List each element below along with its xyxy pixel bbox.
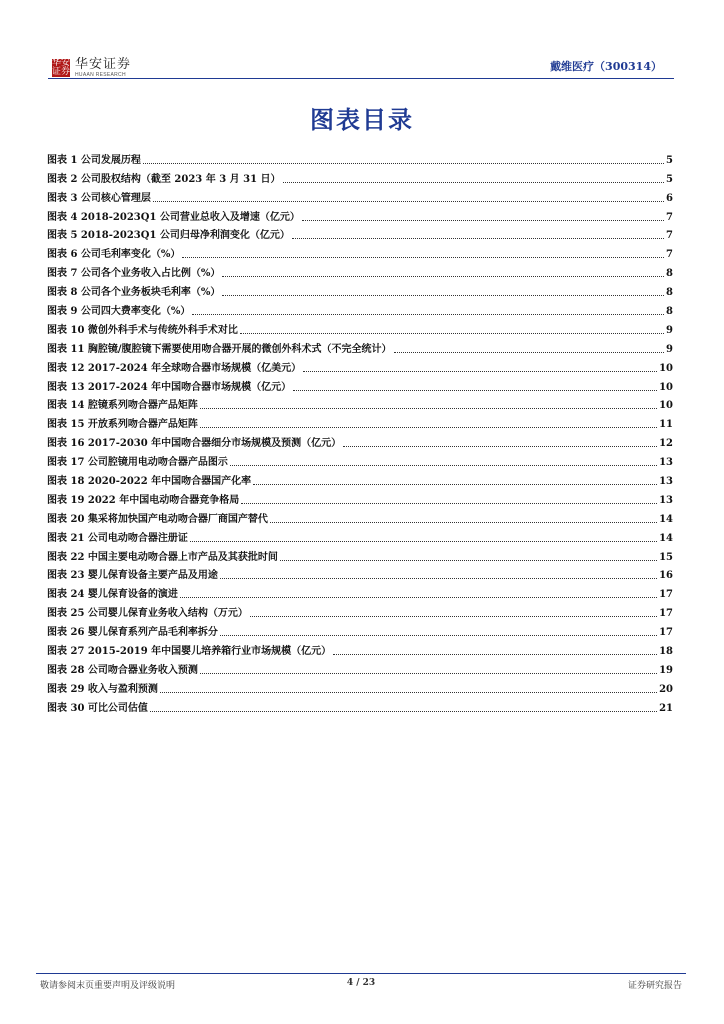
toc-entry-label: 图表 30 可比公司估值 xyxy=(47,702,148,714)
toc-leader-dots xyxy=(343,445,657,447)
logo-english-name: HUAAN RESEARCH xyxy=(75,72,126,78)
toc-entry-page: 8 xyxy=(666,287,673,299)
toc-entry-page: 13 xyxy=(659,494,673,506)
toc-entry[interactable] xyxy=(47,412,673,431)
toc-leader-dots xyxy=(292,237,664,239)
toc-entry-label: 图表 22 中国主要电动吻合器上市产品及其获批时间 xyxy=(47,551,278,563)
toc-entry-label: 图表 26 婴儿保育系列产品毛利率拆分 xyxy=(47,627,218,639)
toc-entry-label: 图表 8 公司各个业务板块毛利率（%） xyxy=(47,287,221,299)
toc-leader-dots xyxy=(230,464,657,466)
toc-entry-label: 图表 25 公司婴儿保育业务收入结构（万元） xyxy=(47,608,248,620)
toc-entry[interactable] xyxy=(47,564,673,583)
toc-leader-dots xyxy=(182,256,664,258)
toc-leader-dots xyxy=(143,162,664,164)
toc-entry-page: 14 xyxy=(659,532,673,544)
toc-entry[interactable] xyxy=(47,167,673,186)
toc-leader-dots xyxy=(200,426,657,428)
toc-entry-label: 图表 13 2017-2024 年中国吻合器市场规模（亿元） xyxy=(47,381,292,393)
toc-leader-dots xyxy=(253,483,657,485)
footer-disclaimer: 敬请参阅末页重要声明及评级说明 xyxy=(40,981,176,991)
toc-entry-label: 图表 5 2018-2023Q1 公司归母净利润变化（亿元） xyxy=(47,230,290,242)
toc-entry[interactable] xyxy=(47,318,673,337)
toc-leader-dots xyxy=(200,407,657,409)
toc-entry[interactable] xyxy=(47,148,673,167)
toc-entry[interactable] xyxy=(47,677,673,696)
toc-leader-dots xyxy=(303,370,657,372)
toc-entry-label: 图表 27 2015-2019 年中国婴儿培养箱行业市场规模（亿元） xyxy=(47,646,332,658)
logo-chinese-name: 华安证券 xyxy=(75,57,132,72)
toc-entry-label: 图表 11 胸腔镜/腹腔镜下需要使用吻合器开展的微创外科术式（不完全统计） xyxy=(47,343,392,355)
toc-entry-label: 图表 4 2018-2023Q1 公司营业总收入及增速（亿元） xyxy=(47,211,300,223)
toc-entry-label: 图表 10 微创外科手术与传统外科手术对比 xyxy=(47,324,238,336)
toc-entry-page: 18 xyxy=(659,646,673,658)
toc-entry[interactable] xyxy=(47,696,673,715)
toc-leader-dots xyxy=(280,559,657,561)
toc-leader-dots xyxy=(160,691,657,693)
toc-leader-dots xyxy=(270,521,657,523)
toc-entry[interactable] xyxy=(47,205,673,224)
toc-entry[interactable] xyxy=(47,450,673,469)
logo-seal-icon: 华 安 证 券 xyxy=(52,58,71,77)
toc-entry-page: 5 xyxy=(666,154,673,166)
toc-entry-label: 图表 14 腔镜系列吻合器产品矩阵 xyxy=(47,400,198,412)
table-of-figures xyxy=(47,148,673,715)
toc-entry-page: 6 xyxy=(666,192,673,204)
page-number: 4 / 23 xyxy=(346,978,376,988)
footer-report-type: 证券研究报告 xyxy=(627,981,682,991)
toc-entry-label: 图表 19 2022 年中国电动吻合器竞争格局 xyxy=(47,494,240,506)
toc-entry[interactable] xyxy=(47,224,673,243)
toc-entry-page: 16 xyxy=(659,570,673,582)
brand-logo xyxy=(52,58,131,78)
toc-entry-page: 15 xyxy=(659,551,673,563)
toc-leader-dots xyxy=(180,596,657,598)
toc-entry-label: 图表 1 公司发展历程 xyxy=(47,154,141,166)
toc-entry-label: 图表 12 2017-2024 年全球吻合器市场规模（亿美元） xyxy=(47,362,302,374)
toc-entry-page: 8 xyxy=(666,306,673,318)
toc-entry-page: 10 xyxy=(659,400,673,412)
toc-entry-label: 图表 6 公司毛利率变化（%） xyxy=(47,249,181,261)
toc-entry-page: 17 xyxy=(659,608,673,620)
toc-entry-label: 图表 16 2017-2030 年中国吻合器细分市场规模及预测（亿元） xyxy=(47,438,342,450)
toc-entry-label: 图表 29 收入与盈利预测 xyxy=(47,683,158,695)
toc-entry-label: 图表 9 公司四大费率变化（%） xyxy=(47,306,191,318)
toc-entry-page: 20 xyxy=(659,683,673,695)
toc-entry-page: 21 xyxy=(659,702,673,714)
toc-entry-label: 图表 20 集采将加快国产电动吻合器厂商国产替代 xyxy=(47,513,268,525)
toc-leader-dots xyxy=(333,653,657,655)
toc-entry[interactable] xyxy=(47,280,673,299)
header-divider xyxy=(48,78,674,79)
toc-entry-label: 图表 15 开放系列吻合器产品矩阵 xyxy=(47,419,198,431)
toc-entry[interactable] xyxy=(47,639,673,658)
toc-entry[interactable] xyxy=(47,488,673,507)
toc-leader-dots xyxy=(192,313,664,315)
page-title: 图表目录 xyxy=(310,105,414,134)
toc-entry[interactable] xyxy=(47,507,673,526)
toc-entry-page: 14 xyxy=(659,513,673,525)
toc-leader-dots xyxy=(200,672,657,674)
toc-leader-dots xyxy=(150,710,657,712)
toc-leader-dots xyxy=(283,181,665,183)
toc-entry[interactable] xyxy=(47,601,673,620)
toc-entry-label: 图表 7 公司各个业务收入占比例（%） xyxy=(47,268,221,280)
toc-entry-page: 19 xyxy=(659,664,673,676)
toc-entry-page: 17 xyxy=(659,589,673,601)
toc-entry-page: 17 xyxy=(659,627,673,639)
toc-entry-page: 10 xyxy=(659,381,673,393)
toc-leader-dots xyxy=(394,351,665,353)
toc-entry-label: 图表 18 2020-2022 年中国吻合器国产化率 xyxy=(47,476,252,488)
toc-entry[interactable] xyxy=(47,242,673,261)
toc-entry[interactable] xyxy=(47,356,673,375)
toc-entry[interactable] xyxy=(47,526,673,545)
toc-entry[interactable] xyxy=(47,394,673,413)
toc-entry-page: 7 xyxy=(666,249,673,261)
toc-entry[interactable] xyxy=(47,469,673,488)
toc-entry-page: 13 xyxy=(659,476,673,488)
toc-leader-dots xyxy=(240,332,664,334)
toc-entry-label: 图表 3 公司核心管理层 xyxy=(47,192,151,204)
toc-entry-page: 12 xyxy=(659,438,673,450)
toc-leader-dots xyxy=(293,389,657,391)
toc-entry[interactable] xyxy=(47,545,673,564)
toc-entry[interactable] xyxy=(47,261,673,280)
toc-entry-label: 图表 2 公司股权结构（截至 2023 年 3 月 31 日） xyxy=(47,173,281,185)
toc-leader-dots xyxy=(220,634,657,636)
toc-entry-page: 7 xyxy=(666,211,673,223)
toc-entry[interactable] xyxy=(47,337,673,356)
toc-entry[interactable] xyxy=(47,582,673,601)
toc-entry[interactable] xyxy=(47,375,673,394)
toc-entry[interactable] xyxy=(47,299,673,318)
toc-entry-page: 8 xyxy=(666,268,673,280)
toc-entry-page: 9 xyxy=(666,343,673,355)
toc-entry-page: 13 xyxy=(659,457,673,469)
toc-leader-dots xyxy=(220,577,657,579)
toc-leader-dots xyxy=(190,540,657,542)
toc-leader-dots xyxy=(153,200,664,202)
toc-entry[interactable] xyxy=(47,431,673,450)
toc-entry[interactable] xyxy=(47,620,673,639)
toc-leader-dots xyxy=(241,502,657,504)
toc-entry-page: 11 xyxy=(659,419,673,431)
toc-entry-page: 9 xyxy=(666,324,673,336)
toc-leader-dots xyxy=(222,294,664,296)
toc-entry[interactable] xyxy=(47,658,673,677)
toc-entry-page: 10 xyxy=(659,362,673,374)
page-header xyxy=(48,56,674,84)
company-name: 戴维医疗（300314） xyxy=(550,60,662,73)
toc-entry[interactable] xyxy=(47,186,673,205)
toc-entry-label: 图表 24 婴儿保育设备的演进 xyxy=(47,589,178,601)
toc-entry-page: 5 xyxy=(666,173,673,185)
toc-entry-label: 图表 23 婴儿保育设备主要产品及用途 xyxy=(47,570,218,582)
toc-entry-label: 图表 28 公司吻合器业务收入预测 xyxy=(47,664,198,676)
toc-leader-dots xyxy=(302,219,664,221)
toc-entry-label: 图表 21 公司电动吻合器注册证 xyxy=(47,532,188,544)
toc-leader-dots xyxy=(250,615,657,617)
toc-leader-dots xyxy=(222,275,664,277)
toc-entry-label: 图表 17 公司腔镜用电动吻合器产品图示 xyxy=(47,457,228,469)
toc-entry-page: 7 xyxy=(666,230,673,242)
footer-divider xyxy=(36,973,686,974)
